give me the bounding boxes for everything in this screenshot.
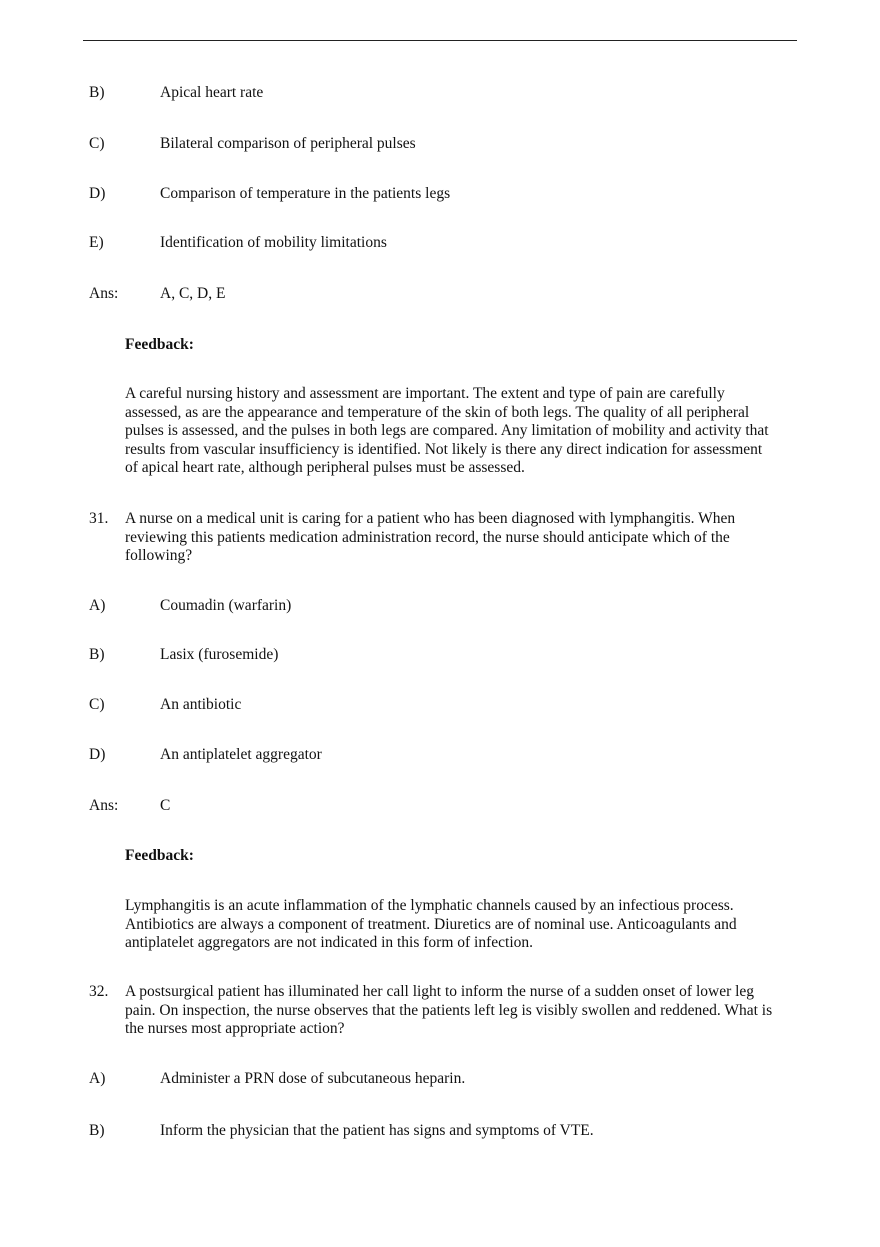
feedback-line: Lymphangitis is an acute inflammation of the lymphatic channels caused by an infectious process. [125,897,734,914]
option-text: Comparison of temperature in the patients legs [160,185,451,202]
question-number: 31. [89,510,109,527]
option-label: D) [89,185,106,202]
option-text: Administer a PRN dose of subcutaneous heparin. [160,1070,466,1087]
question-line: A postsurgical patient has illuminated her call light to inform the nurse of a sudden onset of lower leg [125,983,755,1000]
feedback-line: of apical heart rate, although peripheral pulses must be assessed. [125,459,525,476]
option-label: B) [89,84,105,101]
option-text: Apical heart rate [160,84,264,101]
option-text: An antibiotic [160,696,242,713]
option-label: A) [89,597,106,614]
question-line: pain. On inspection, the nurse observes that the patients left leg is visibly swollen and reddened. What is [125,1001,773,1019]
question-line: following? [125,547,193,564]
option-label: B) [89,646,105,663]
answer-value: C [160,797,171,814]
feedback-line: antiplatelet aggregators are not indicated in this form of infection. [125,934,534,951]
feedback-line: assessed, as are the appearance and temperature of the skin of both legs. The quality of all peripheral [125,403,750,421]
feedback-heading: Feedback: [125,336,194,353]
option-text: Bilateral comparison of peripheral pulses [160,135,416,152]
question-line: A nurse on a medical unit is caring for a patient who has been diagnosed with lymphangitis. When [125,510,736,527]
feedback-line: A careful nursing history and assessment are important. The extent and type of pain are carefully [125,385,725,402]
option-text: Coumadin (warfarin) [160,597,292,614]
feedback-line: pulses is assessed, and the pulses in both legs are compared. Any limitation of mobility and activity that [125,422,769,439]
header-rule [83,40,797,41]
feedback-line: Antibiotics are always a component of treatment. Diuretics are of nominal use. Anticoagulants and [125,915,737,933]
option-text: Lasix (furosemide) [160,646,279,663]
answer-value: A, C, D, E [160,285,226,302]
question-text [125,510,797,566]
answer-label: Ans: [89,285,119,302]
question-line: the nurses most appropriate action? [125,1020,345,1037]
option-label: B) [89,1122,105,1139]
feedback-paragraph [125,897,797,953]
option-label: A) [89,1070,106,1087]
option-text: Identification of mobility limitations [160,234,387,251]
option-label: C) [89,696,105,713]
question-number: 32. [89,983,109,1000]
question-text [125,983,797,1039]
feedback-heading: Feedback: [125,847,194,864]
option-label: C) [89,135,105,152]
answer-label: Ans: [89,797,119,814]
feedback-line: results from vascular insufficiency is identified. Not likely is there any direct indication for assessment [125,440,763,458]
question-line: reviewing this patients medication administration record, the nurse should anticipate which of the [125,528,730,546]
option-text: An antiplatelet aggregator [160,746,322,763]
option-label: E) [89,234,104,251]
feedback-paragraph [125,385,797,478]
option-label: D) [89,746,106,763]
option-text: Inform the physician that the patient has signs and symptoms of VTE. [160,1122,594,1139]
